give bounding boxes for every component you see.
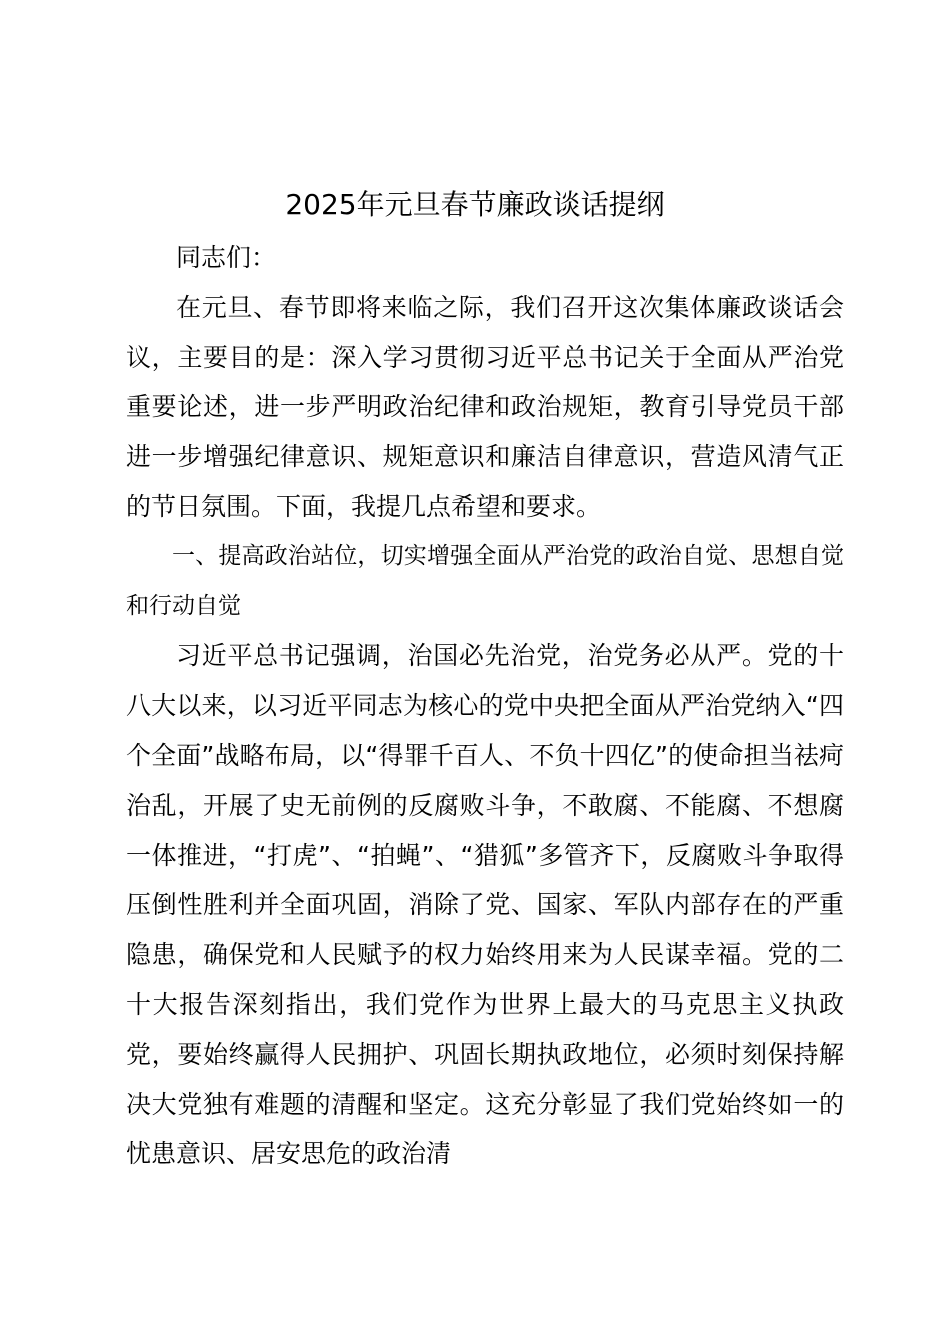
section-heading-1: 一、提高政治站位，切实增强全面从严治党的政治自觉、思想自觉和行动自觉 bbox=[126, 542, 844, 619]
intro-paragraph: 在元旦、春节即将来临之际，我们召开这次集体廉政谈话会议，主要目的是：深入学习贯彻习近平总书记关于全面从严治党重要论述，进一步严明政治纪律和政治规矩，教育引导党员干部进一步增强纪律意识、规矩意识和廉洁自律意识，营造风清气正的节日氛围。下面，我提几点希望和要求。 bbox=[126, 292, 844, 521]
document-title: 2025年元旦春节廉政谈话提纲 bbox=[285, 188, 665, 221]
body-paragraph: 习近平总书记强调，治国必先治党，治党务必从严。党的十八大以来，以习近平同志为核心的党中央把全面从严治党纳入“四个全面”战略布局，以“得罪千百人、不负十四亿”的使命担当祛疴治乱，开展了史无前例的反腐败斗争，不敢腐、不能腐、不想腐一体推进，“打虎”、“拍蝇”、“猎狐”多管齐下，反腐败斗争取得压倒性胜利并全面巩固，消除了党、国家、军队内部存在的严重隐患，确保党和人民赋予的权力始终用来为人民谋幸福。党的二十大报告深刻指出，我们党作为世界上最大的马克思主义执政党，要始终赢得人民拥护、巩固长期执政地位，必须时刻保持解决大党独有难题的清醒和坚定。这充分彰显了我们党始终如一的忧患意识、居安思危的政治清 bbox=[126, 641, 844, 1169]
salutation: 同志们： bbox=[176, 243, 277, 272]
document-body bbox=[126, 233, 844, 1179]
